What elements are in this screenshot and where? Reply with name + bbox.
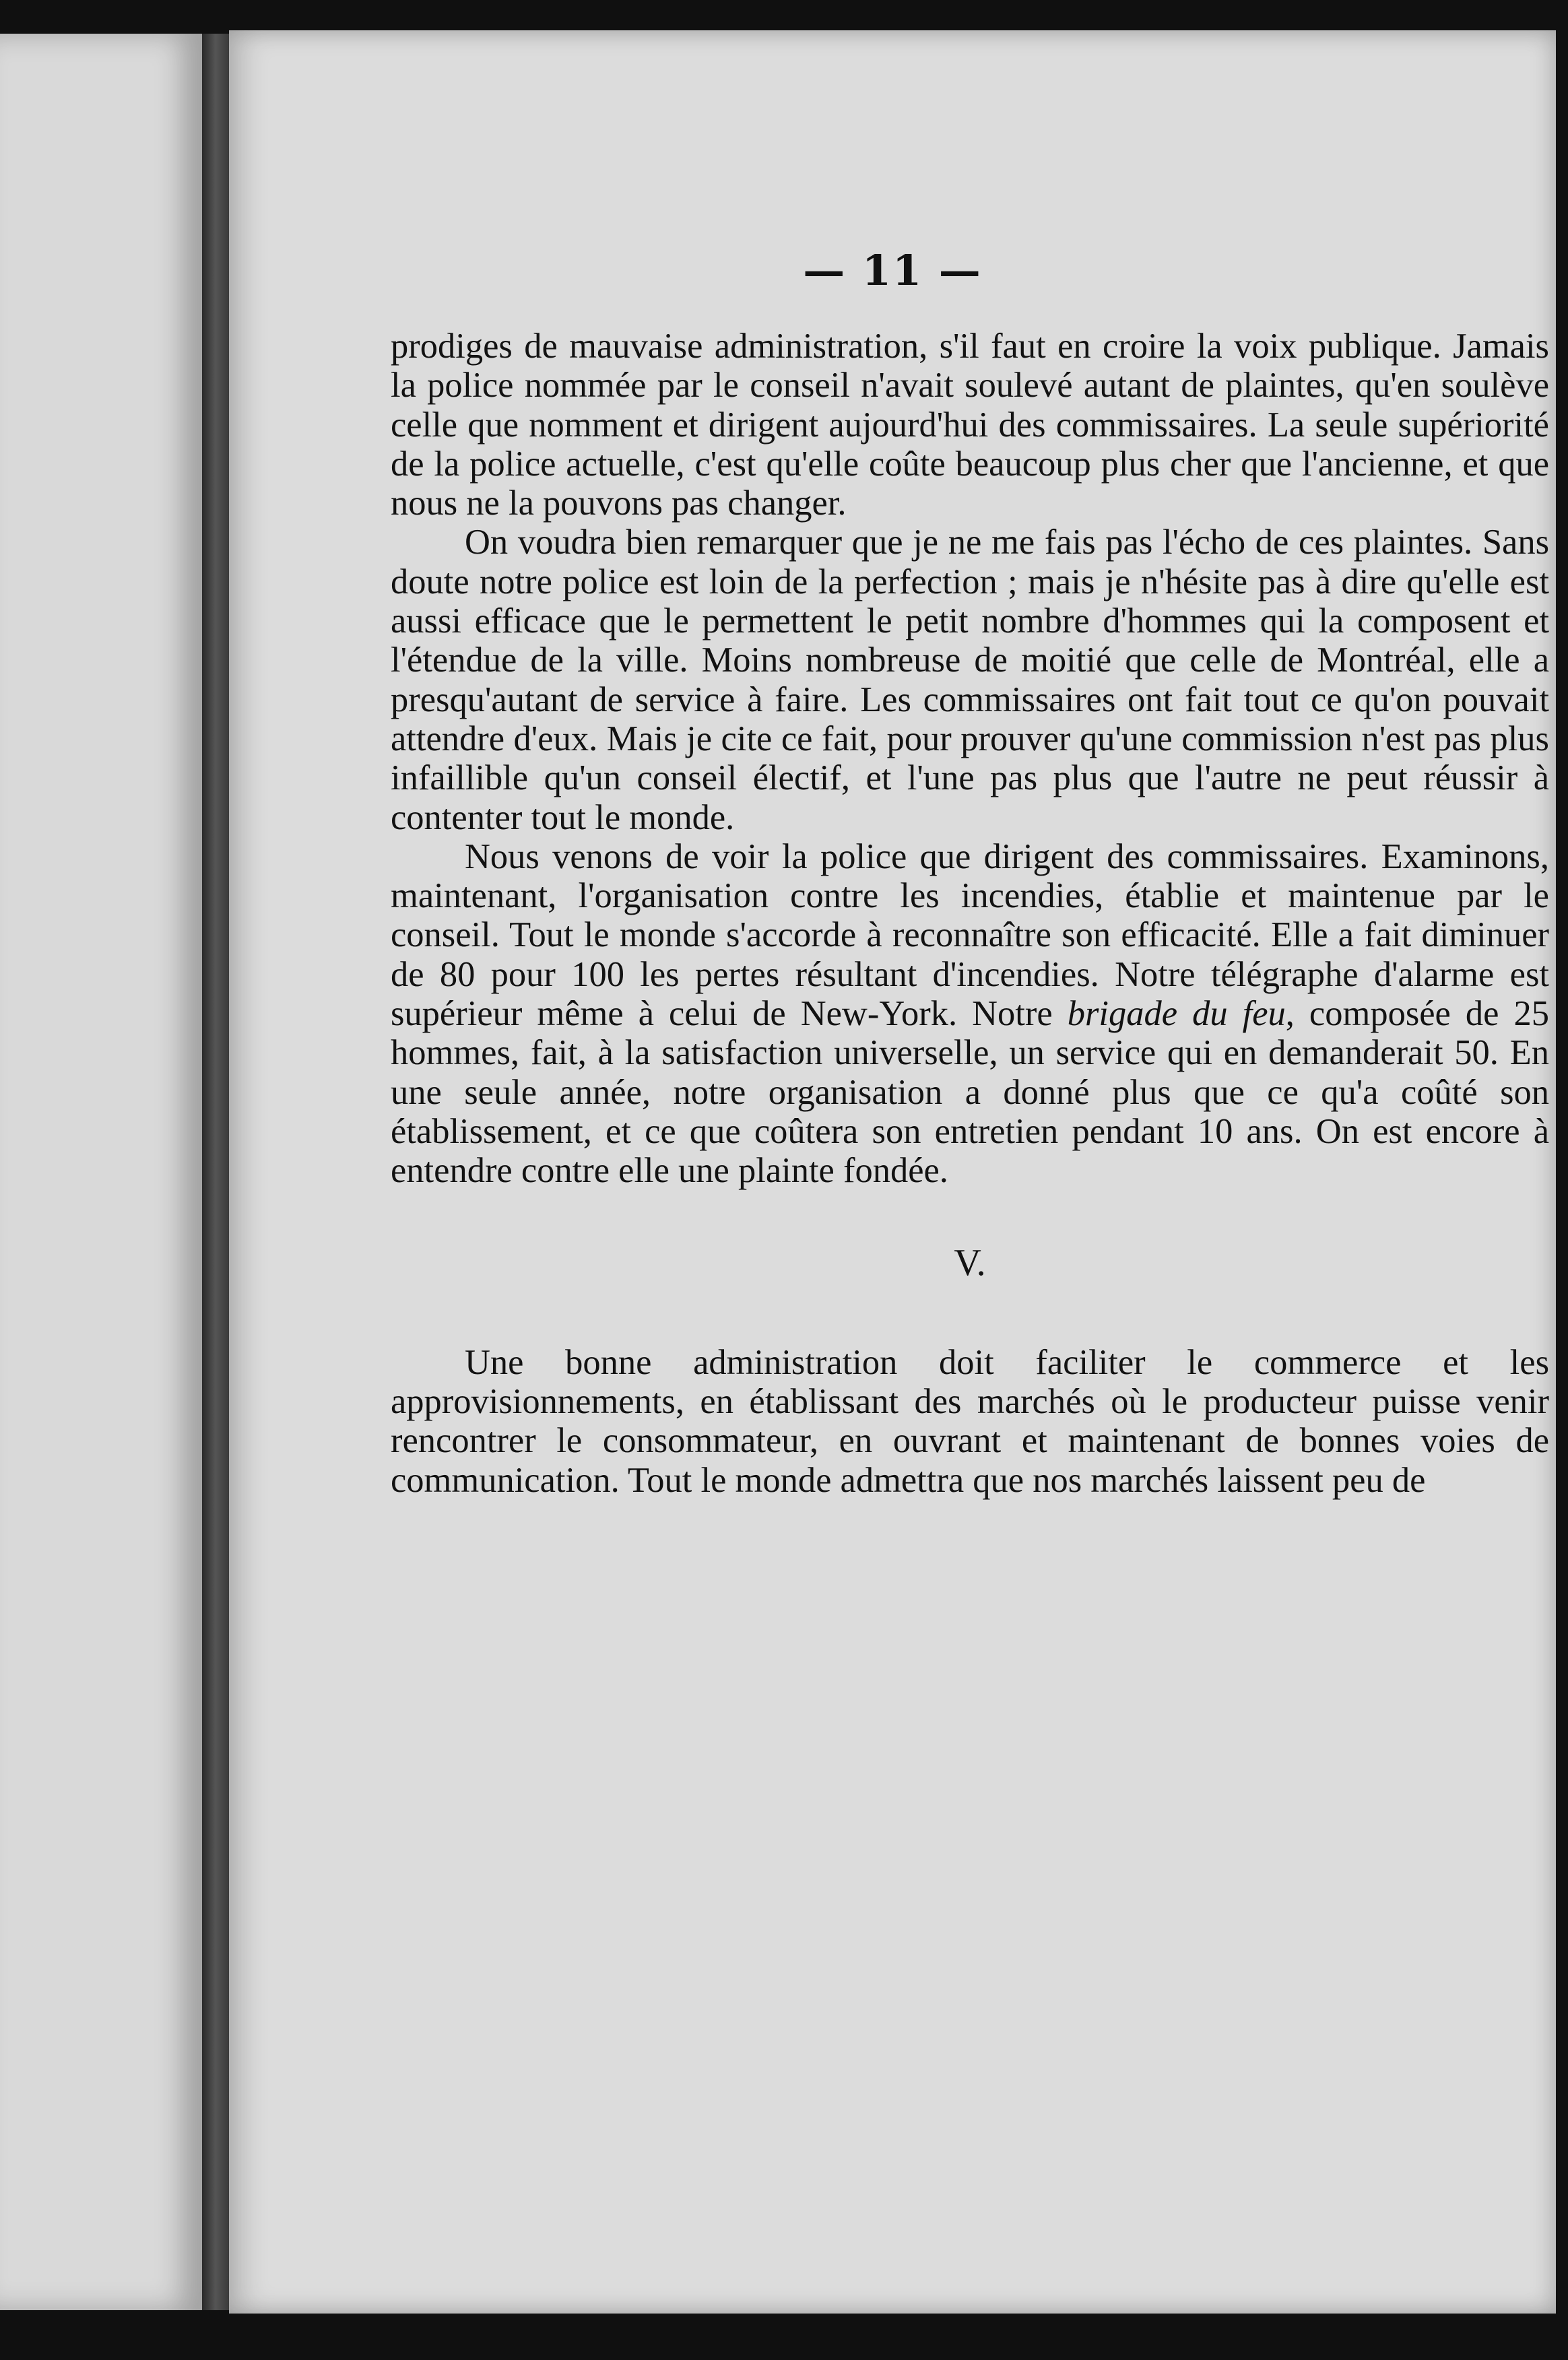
page-number: — 11 — [803,246,982,295]
paragraph-text: Notre [972,994,1068,1034]
paragraph [391,837,1549,1191]
paragraph-text: Nous venons de voir la police que dirigent des commissaires. Examinons, maintenant, l'organisation contre les incendies, établie et maintenue par le conseil. Tout le monde s'accorde à reconnaître son efficacité. Elle a fait diminuer de 80 pour 100 les pertes résultant d'incendies. Notre télégraphe d'alarme est supérieur même à celui de New-York. [391,837,1549,1034]
page [229,30,1556,2314]
body-text [391,327,1549,1500]
paragraph: On voudra bien remarquer que je ne me fais pas l'écho de ces plaintes. Sans doute notre police est loin de la perfection ; mais je n'hésite pas à dire qu'elle est aussi efficace que le permettent le petit nombre d'hommes qui la composent et l'étendue de la ville. Moins nombreuse de moitié que celle de Montréal, elle a presqu'autant de service à faire. Les commissaires ont fait tout ce qu'on pouvait attendre d'eux. Mais je cite ce fait, pour prouver qu'une commission n'est pas plus infaillible qu'un conseil électif, et l'une pas plus que l'autre ne peut réussir à contenter tout le monde. [391,523,1549,837]
book-gutter [202,34,229,2310]
facing-page-edge [0,34,202,2310]
italic-phrase: brigade du feu [1067,994,1286,1034]
paragraph-text: , composée de 25 hommes, fait, à la satisfaction universelle, un service qui en demanderait 50. En une seule année, notre organisation a donné plus que ce qu'a coûté son établissement, et ce que coûtera son entretien pendant 10 ans. On est encore à entendre contre elle une plainte fondée. [391,994,1549,1191]
section-heading: V. [954,1241,986,1284]
paragraph: prodiges de mauvaise administration, s'il faut en croire la voix publique. Jamais la police nommée par le conseil n'avait soulevé autant de plaintes, qu'en soulève celle que nomment et dirigent aujourd'hui des commissaires. La seule supériorité de la police actuelle, c'est qu'elle coûte beaucoup plus cher que l'ancienne, et que nous ne la pouvons pas changer. [391,327,1549,523]
paragraph: Une bonne administration doit faciliter le commerce et les approvisionnements, en établissant des marchés où le producteur puisse venir rencontrer le consommateur, en ouvrant et maintenant de bonnes voies de communication. Tout le monde admettra que nos marchés laissent peu de [391,1342,1549,1500]
